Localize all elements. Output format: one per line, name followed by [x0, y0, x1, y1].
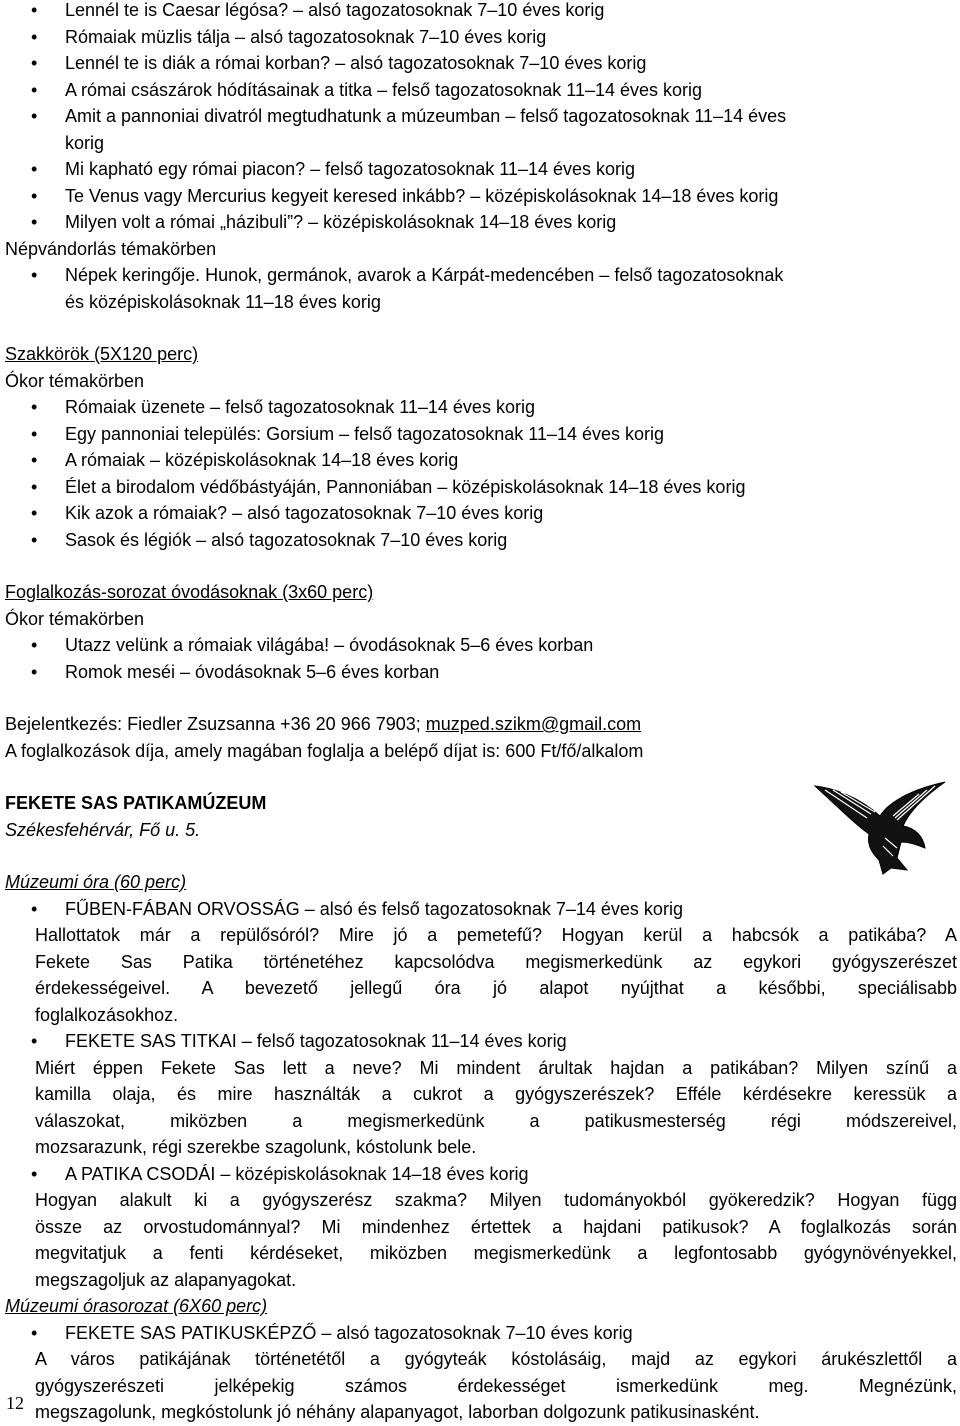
desc-line: megvitatjuk a fenti kérdéseket, miközben megismerkedünk a legfontosabb gyógynövényekkel, [35, 1243, 957, 1263]
list-item [5, 262, 957, 315]
list-item: • Romok meséi – óvodásoknak 5–6 éves korban [5, 659, 957, 686]
list-item: • Mi kapható egy római piacon? – felső tagozatosoknak 11–14 éves korig [5, 156, 957, 183]
desc-line: válaszokat, miközben a megismerkedünk a patikusmesterség régi módszereivel, [35, 1110, 957, 1131]
desc-line: megszagolunk, megkóstolunk jó néhány alapanyagot, laborban dolgozunk patikusinasként. [35, 1402, 760, 1422]
spacer [5, 685, 957, 711]
desc-line: mozsarazunk, régi szerekbe szagolunk, kóstolunk bele. [35, 1137, 477, 1157]
list-item: • Lennél te is diák a római korban? – alsó tagozatosoknak 7–10 éves korig [5, 50, 957, 77]
desc-line: érdekességeivel. A bevezető jellegű óra jó alapot nyújthat a későbbi, speciálisabb [35, 978, 957, 998]
list-item-wrap: korig [65, 132, 105, 153]
szakkorok-heading: Szakkörök (5X120 perc) [5, 344, 199, 364]
list-item: • Rómaiak üzenete – felső tagozatosoknak 11–14 éves korig [5, 394, 957, 421]
desc-line: Hogyan alakult ki a gyógyszerész szakma? Milyen tudományokból gyökeredzik? Hogyan függ [35, 1190, 957, 1210]
spacer [5, 315, 957, 341]
program-item-desc [5, 1346, 957, 1426]
program-list-roman [5, 0, 957, 236]
list-item: • Egy pannoniai település: Gorsium – felső tagozatosoknak 11–14 éves korig [5, 421, 957, 448]
program-item-title: • FEKETE SAS TITKAI – felső tagozatosoknak 11–14 éves korig [5, 1028, 957, 1055]
bejelentkezes-line [5, 711, 957, 738]
desc-line: kamilla olaja, és mire használták a cukrot a gyógyszerészek? Efféle kérdésekre keressük a [35, 1084, 957, 1104]
list-item: • A rómaiak – középiskolásoknak 14–18 éves korig [5, 447, 957, 474]
list-item: • Lennél te is Caesar légósa? – alsó tagozatosoknak 7–10 éves korig [5, 0, 957, 24]
program-item-title: • A PATIKA CSODÁI – középiskolásoknak 14–18 éves korig [5, 1161, 957, 1188]
black-eagle-logo-icon [805, 778, 955, 878]
program-list-nepvandorlas [5, 262, 957, 315]
program-item-desc [5, 1055, 957, 1161]
nepvandorlas-heading: Népvándorlás témakörben [5, 238, 217, 259]
list-item: • Utazz velünk a rómaiak világába! – óvodásoknak 5–6 éves korban [5, 632, 957, 659]
program-list-ovodasok [5, 632, 957, 685]
dij-line: A foglalkozások díja, amely magában foglalja a belépő díjat is: 600 Ft/fő/alkalom [5, 740, 644, 761]
museum-address: Székesfehérvár, Fő u. 5. [5, 819, 201, 840]
bejelentkezes-text: Bejelentkezés: Fiedler Zsuzsanna +36 20 966 7903; [5, 714, 426, 734]
desc-line: Fekete Sas Patika történetéhez kapcsolódva megismerkedünk az egykori gyógyszerészet [35, 951, 957, 972]
program-item-desc [5, 1187, 957, 1293]
okor-heading: Ókor témakörben [5, 370, 145, 391]
list-item-wrap: és középiskolásoknak 11–18 éves korig [65, 291, 381, 312]
list-item [5, 103, 957, 156]
desc-line: A város patikájának történetétől a gyógyteák kóstolásáig, majd az egykori árukészlettől a [35, 1349, 957, 1369]
list-item: • Élet a birodalom védőbástyáján, Pannoniában – középiskolásoknak 14–18 éves korig [5, 474, 957, 501]
list-item-text: Amit a pannoniai divatról megtudhatunk a múzeumban – felső tagozatosoknak 11–14 éves [65, 106, 787, 126]
desc-line: gyógyszerészeti jelképekig számos érdekességet ismerkedünk meg. Megnézünk, [35, 1375, 957, 1396]
desc-line: Miért éppen Fekete Sas lett a neve? Mi mindent árultak hajdan a patikában? Milyen színű a [35, 1057, 957, 1078]
museum-title: FEKETE SAS PATIKAMÚZEUM [5, 793, 267, 813]
list-item-text: Népek keringője. Hunok, germánok, avarok a Kárpát-medencében – felső tagozatosoknak [65, 265, 784, 285]
muzeumi-ora-heading: Múzeumi óra (60 perc) [5, 872, 187, 892]
program-list-szakkorok [5, 394, 957, 553]
list-item: • Rómaiak müzlis tálja – alsó tagozatosoknak 7–10 éves korig [5, 24, 957, 51]
desc-line: megszagoljuk az alapanyagokat. [35, 1269, 297, 1290]
foglalkozas-heading: Foglalkozás-sorozat óvodásoknak (3x60 perc) [5, 582, 374, 602]
orasorozat-heading: Múzeumi órasorozat (6X60 perc) [5, 1296, 268, 1316]
list-item: • Milyen volt a római „házibuli”? – középiskolásoknak 14–18 éves korig [5, 209, 957, 236]
desc-line: Hallottatok már a repülősóról? Mire jó a pemetefű? Hogyan kerül a habcsók a patikába? A [35, 925, 957, 945]
list-item: • Kik azok a rómaiak? – alsó tagozatosoknak 7–10 éves korig [5, 500, 957, 527]
email-link[interactable]: muzped.szikm@gmail.com [425, 714, 642, 734]
document-page [5, 0, 957, 1426]
list-item: • A római császárok hódításainak a titka – felső tagozatosoknak 11–14 éves korig [5, 77, 957, 104]
program-item-title: • FŰBEN-FÁBAN ORVOSSÁG – alsó és felső tagozatosoknak 7–14 éves korig [5, 896, 957, 923]
program-item-desc [5, 922, 957, 1028]
desc-line: foglalkozásokhoz. [35, 1004, 179, 1025]
okor-heading: Ókor témakörben [5, 608, 145, 629]
desc-line: össze az orvostudománnyal? Mi mindenhez értettek a hajdani patikusok? A foglalkozás során [35, 1216, 957, 1237]
program-item-title: • FEKETE SAS PATIKUSKÉPZŐ – alsó tagozatosoknak 7–10 éves korig [5, 1320, 957, 1347]
page-number: 12 [6, 1393, 24, 1413]
spacer [5, 553, 957, 579]
list-item: • Sasok és légiók – alsó tagozatosoknak 7–10 éves korig [5, 527, 957, 554]
list-item: • Te Venus vagy Mercurius kegyeit keresed inkább? – középiskolásoknak 14–18 éves korig [5, 183, 957, 210]
